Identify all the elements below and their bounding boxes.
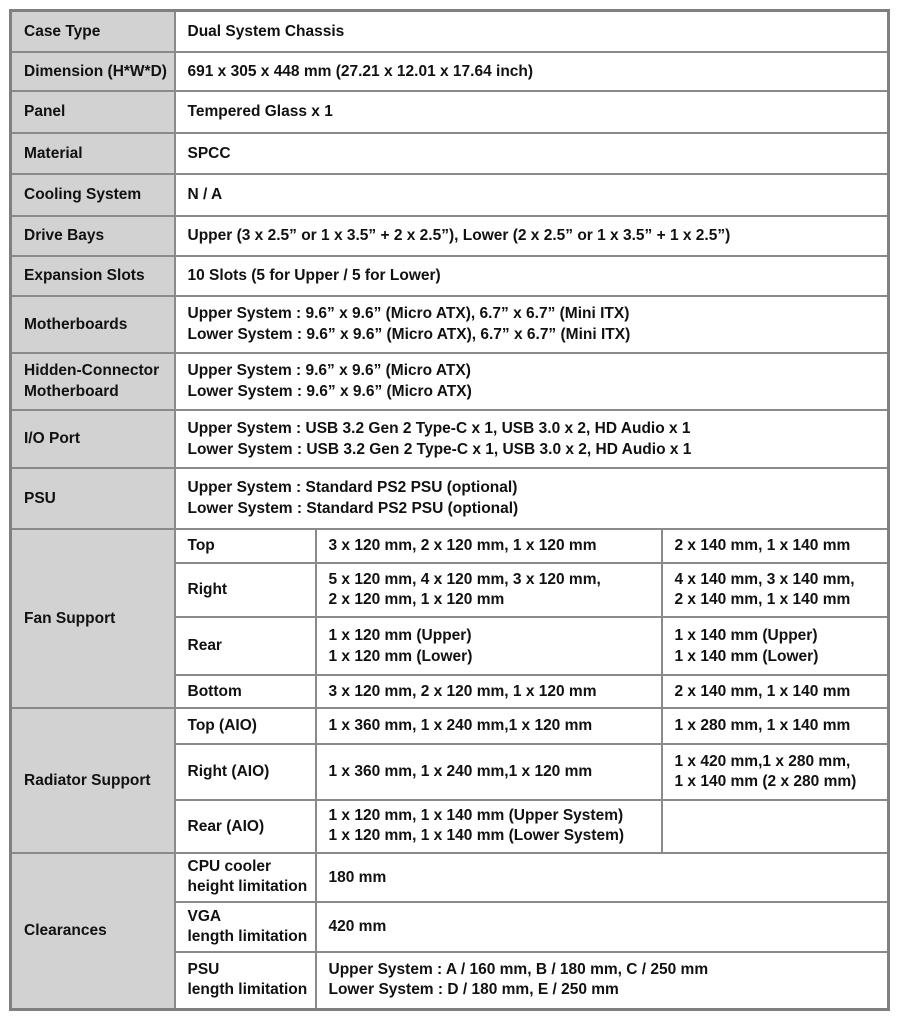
lower-line: Lower System : 9.6” x 9.6” (Micro ATX), 6.7” x 6.7” (Mini ITX)	[187, 326, 631, 343]
position-label: Rear	[175, 617, 316, 675]
value-line: 1 x 120 mm (Lower)	[328, 647, 473, 665]
radiator-value	[662, 744, 889, 800]
fan-120-value	[316, 617, 662, 675]
radiator-value	[316, 800, 662, 853]
spec-label: Drive Bays	[11, 216, 175, 256]
spec-value	[175, 410, 889, 468]
spec-label: Fan Support	[11, 529, 175, 708]
spec-row-cooling	[11, 174, 889, 216]
spec-label: I/O Port	[11, 410, 175, 468]
position-label: Top	[175, 529, 316, 563]
upper-line: Upper System : USB 3.2 Gen 2 Type-C x 1, USB 3.0 x 2, HD Audio x 1	[187, 419, 691, 437]
spec-value	[175, 468, 889, 529]
spec-label	[11, 353, 175, 410]
label-line: PSU	[187, 961, 220, 979]
upper-line: Upper System : 9.6” x 9.6” (Micro ATX)	[187, 362, 471, 379]
fan-140-value	[662, 563, 889, 617]
clearance-row-cpu	[11, 853, 889, 902]
value-line: 1 x 140 mm (2 x 280 mm)	[674, 772, 857, 790]
fan-140-value: 2 x 140 mm, 1 x 140 mm	[662, 529, 889, 563]
lower-line: Lower System : Standard PS2 PSU (optional)	[187, 500, 519, 517]
radiator-value: 1 x 360 mm, 1 x 240 mm,1 x 120 mm	[316, 708, 662, 744]
position-label	[175, 952, 316, 1010]
spec-label: Material	[11, 133, 175, 174]
spec-value	[175, 353, 889, 410]
spec-label: Clearances	[11, 853, 175, 1010]
spec-row-motherboards	[11, 296, 889, 353]
spec-label: Case Type	[11, 11, 175, 52]
value-line: 2 x 120 mm, 1 x 120 mm	[328, 590, 505, 608]
clearance-value: 420 mm	[316, 902, 889, 952]
clearance-value	[316, 952, 889, 1010]
spec-row-hidden-connector	[11, 353, 889, 410]
value-line: 1 x 420 mm,1 x 280 mm,	[674, 752, 851, 770]
spec-table	[9, 9, 890, 1011]
position-label: Top (AIO)	[175, 708, 316, 744]
spec-value: SPCC	[175, 133, 889, 174]
value-line: 1 x 120 mm, 1 x 140 mm (Upper System)	[328, 807, 624, 824]
position-label: Right (AIO)	[175, 744, 316, 800]
label-line: length limitation	[187, 981, 308, 999]
value-line: 2 x 140 mm, 1 x 140 mm	[674, 590, 851, 608]
spec-row-material	[11, 133, 889, 174]
radiator-value: 1 x 280 mm, 1 x 140 mm	[662, 708, 889, 744]
fan-140-value: 2 x 140 mm, 1 x 140 mm	[662, 675, 889, 708]
spec-label: Motherboards	[11, 296, 175, 353]
label-line: height limitation	[187, 878, 308, 895]
label-line: CPU cooler	[187, 858, 272, 875]
upper-line: Upper System : Standard PS2 PSU (optional)	[187, 479, 518, 496]
fan-120-value: 3 x 120 mm, 2 x 120 mm, 1 x 120 mm	[316, 529, 662, 563]
label-line: VGA	[187, 907, 222, 925]
empty-cell	[662, 800, 889, 853]
value-line: Upper System : A / 160 mm, B / 180 mm, C / 250 mm	[328, 961, 709, 979]
spec-row-psu	[11, 468, 889, 529]
clearance-value: 180 mm	[316, 853, 889, 902]
position-label	[175, 902, 316, 952]
position-label	[175, 853, 316, 902]
radiator-value: 1 x 360 mm, 1 x 240 mm,1 x 120 mm	[316, 744, 662, 800]
lower-line: Lower System : USB 3.2 Gen 2 Type-C x 1, USB 3.0 x 2, HD Audio x 1	[187, 440, 692, 458]
spec-value: 691 x 305 x 448 mm (27.21 x 12.01 x 17.64 inch)	[175, 52, 889, 91]
value-line: 1 x 120 mm, 1 x 140 mm (Lower System)	[328, 827, 625, 844]
value-line: 1 x 120 mm (Upper)	[328, 626, 472, 644]
spec-value: Upper (3 x 2.5” or 1 x 3.5” + 2 x 2.5”), Lower (2 x 2.5” or 1 x 3.5” + 1 x 2.5”)	[175, 216, 889, 256]
spec-row-expansion	[11, 256, 889, 296]
spec-row-case-type	[11, 11, 889, 52]
spec-row-dimension	[11, 52, 889, 91]
spec-row-io-port	[11, 410, 889, 468]
position-label: Bottom	[175, 675, 316, 708]
value-line: 4 x 140 mm, 3 x 140 mm,	[674, 570, 855, 588]
label-line: Motherboard	[24, 383, 119, 400]
fan-120-value	[316, 563, 662, 617]
spec-label: Panel	[11, 91, 175, 133]
fan-120-value: 3 x 120 mm, 2 x 120 mm, 1 x 120 mm	[316, 675, 662, 708]
fan-row-top	[11, 529, 889, 563]
upper-line: Upper System : 9.6” x 9.6” (Micro ATX), 6.7” x 6.7” (Mini ITX)	[187, 305, 630, 322]
value-line: Lower System : D / 180 mm, E / 250 mm	[328, 981, 619, 999]
spec-value: Dual System Chassis	[175, 11, 889, 52]
fan-140-value	[662, 617, 889, 675]
radiator-row-top	[11, 708, 889, 744]
spec-value	[175, 296, 889, 353]
spec-label: Expansion Slots	[11, 256, 175, 296]
label-line: length limitation	[187, 927, 308, 945]
spec-label: Radiator Support	[11, 708, 175, 853]
position-label: Rear (AIO)	[175, 800, 316, 853]
spec-value: Tempered Glass x 1	[175, 91, 889, 133]
spec-label: Cooling System	[11, 174, 175, 216]
spec-label: PSU	[11, 468, 175, 529]
spec-value: 10 Slots (5 for Upper / 5 for Lower)	[175, 256, 889, 296]
value-line: 5 x 120 mm, 4 x 120 mm, 3 x 120 mm,	[328, 570, 601, 588]
label-line: Hidden-Connector	[24, 362, 160, 379]
spec-label: Dimension (H*W*D)	[11, 52, 175, 91]
spec-row-panel	[11, 91, 889, 133]
value-line: 1 x 140 mm (Lower)	[674, 647, 819, 665]
spec-value: N / A	[175, 174, 889, 216]
lower-line: Lower System : 9.6” x 9.6” (Micro ATX)	[187, 383, 472, 400]
spec-row-drive-bays	[11, 216, 889, 256]
value-line: 1 x 140 mm (Upper)	[674, 626, 818, 644]
position-label: Right	[175, 563, 316, 617]
